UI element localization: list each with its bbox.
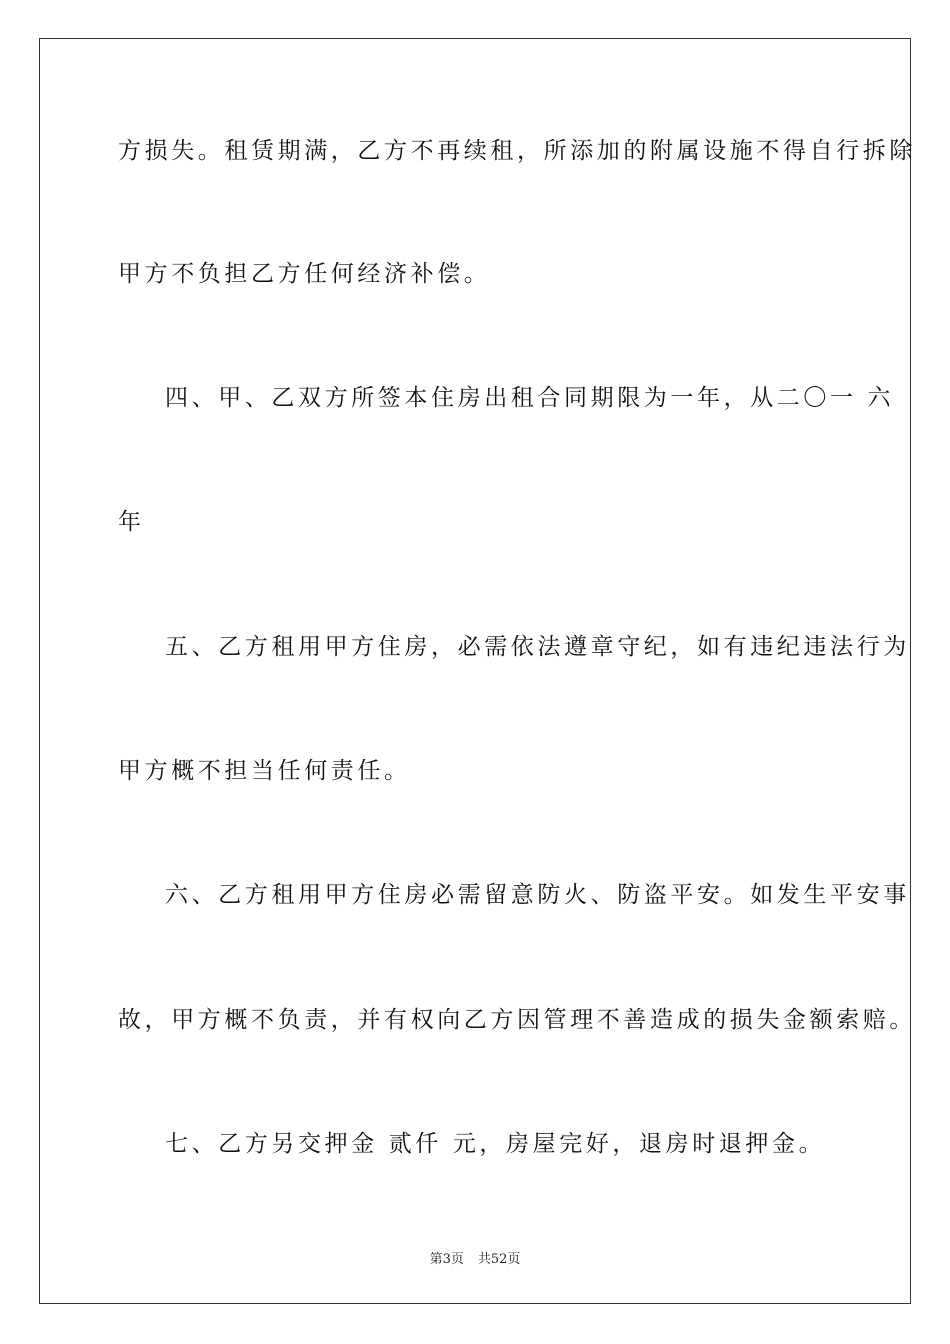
clause-six-line-2: 故，甲方概不负责，并有权向乙方因管理不善造成的损失金额索赔。 (118, 1007, 916, 1033)
text-line-1: 方损失。租赁期满，乙方不再续租，所添加的附属设施不得自行拆除 (118, 138, 916, 164)
clause-six-line-1: 六、乙方租用甲方住房必需留意防火、防盗平安。如发生平安事 (165, 882, 910, 908)
page-footer (0, 1248, 950, 1267)
clause-seven-line-1: 七、乙方另交押金 贰仟 元，房屋完好，退房时退押金。 (165, 1131, 826, 1157)
clause-five-line-1: 五、乙方租用甲方住房，必需依法遵章守纪，如有违纪违法行为 (165, 634, 910, 660)
clause-four-line-2: 年 (118, 509, 145, 535)
clause-four-line-1: 四、甲、乙双方所签本住房出租合同期限为一年，从二〇一 六 (165, 385, 895, 411)
page-number: 第3页 (429, 1252, 464, 1267)
text-line-2: 甲方不负担乙方任何经济补偿。 (118, 261, 491, 287)
clause-five-line-2: 甲方概不担当任何责任。 (118, 758, 411, 784)
page-border (39, 38, 911, 1304)
page-total: 共52页 (477, 1252, 521, 1267)
